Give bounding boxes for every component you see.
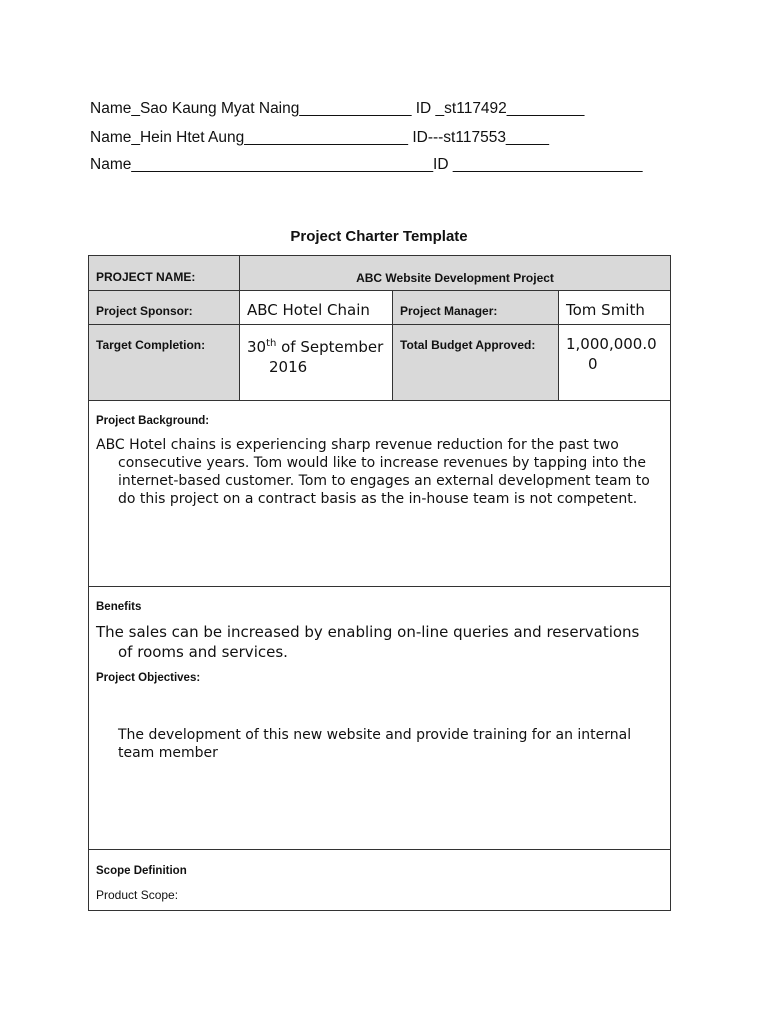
target-ordinal: th	[266, 338, 277, 349]
sponsor-value: ABC Hotel Chain	[247, 301, 370, 319]
sponsor-label: Project Sponsor:	[96, 304, 193, 318]
name-line-3: Name___________________________________ID ______________________	[90, 156, 643, 173]
background-row	[89, 401, 671, 587]
project-name-label-cell	[89, 256, 240, 291]
sponsor-value-cell	[240, 291, 393, 325]
target-value-cell	[240, 325, 393, 401]
manager-value-cell	[559, 291, 671, 325]
project-name-row	[89, 256, 671, 291]
name-line-2: Name_Hein Htet Aung___________________ ID---st117553_____	[90, 129, 550, 146]
scope-label: Scope Definition	[96, 865, 187, 877]
sponsor-row	[89, 291, 671, 325]
scope-cell	[89, 850, 671, 911]
target-day: 30	[247, 338, 267, 356]
benefits-cell	[89, 587, 671, 850]
budget-value: 1,000,000.00	[566, 335, 657, 373]
project-name-label: PROJECT NAME:	[96, 270, 196, 284]
benefits-text: The sales can be increased by enabling on-line queries and reservations of rooms and services.	[96, 623, 640, 661]
background-label: Project Background:	[96, 415, 210, 427]
objectives-text: The development of this new website and provide training for an internal team member	[118, 727, 632, 761]
document-title: Project Charter Template	[290, 228, 468, 245]
manager-label: Project Manager:	[400, 304, 498, 318]
manager-value: Tom Smith	[566, 301, 645, 319]
scope-row	[89, 850, 671, 911]
target-rest: of September 2016	[269, 338, 384, 376]
project-name-value: ABC Website Development Project	[356, 271, 554, 285]
target-label: Target Completion:	[96, 338, 206, 352]
budget-value-cell	[559, 325, 671, 401]
benefits-label: Benefits	[96, 601, 142, 613]
sponsor-label-cell	[89, 291, 240, 325]
target-value	[240, 325, 392, 377]
benefits-row	[89, 587, 671, 850]
objectives-label: Project Objectives:	[96, 672, 201, 684]
target-row	[89, 325, 671, 401]
charter-table	[88, 255, 671, 911]
budget-label: Total Budget Approved:	[400, 338, 536, 352]
target-label-cell	[89, 325, 240, 401]
product-scope-label: Product Scope:	[96, 888, 179, 902]
background-text: ABC Hotel chains is experiencing sharp revenue reduction for the past two consecutive years. Tom would like to increase revenues by tapping into the internet-based customer. Tom to engages an external development team to do this project on a contract basis as the in-house team is not competent.	[96, 437, 650, 507]
background-cell	[89, 401, 671, 587]
name-line-1: Name_Sao Kaung Myat Naing_____________ ID _st117492_________	[90, 100, 585, 117]
manager-label-cell	[393, 291, 559, 325]
budget-label-cell	[393, 325, 559, 401]
project-name-value-cell	[240, 256, 671, 291]
